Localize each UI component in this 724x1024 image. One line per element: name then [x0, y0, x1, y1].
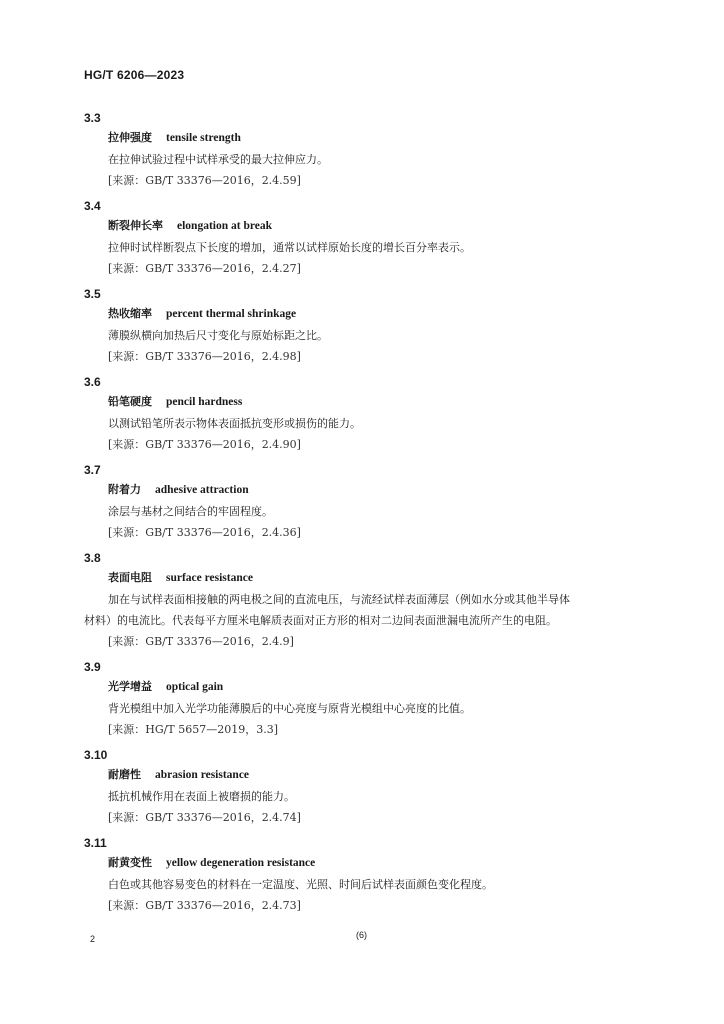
term-title-en: elongation at break	[177, 220, 272, 232]
term-title-en: percent thermal shrinkage	[166, 308, 297, 320]
term-definition: 抵抗机械作用在表面上被磨损的能力。	[108, 790, 295, 803]
term-title-cn: 拉伸强度	[108, 131, 152, 144]
term-definition: 薄膜纵横向加热后尺寸变化与原始标距之比。	[108, 329, 328, 342]
term-entry	[84, 659, 664, 740]
term-source: [来源：GB/T 33376—2016，2.4.59]	[108, 174, 301, 187]
terms-list	[84, 110, 664, 923]
term-title-cn: 热收缩率	[108, 307, 152, 320]
term-number: 3.7	[84, 463, 101, 477]
term-entry	[84, 835, 664, 916]
term-definition: 在拉伸试验过程中试样承受的最大拉伸应力。	[108, 153, 328, 166]
term-title-cn: 耐黄变性	[108, 856, 152, 869]
term-number: 3.6	[84, 375, 101, 389]
page-number: 2	[90, 934, 96, 944]
term-source: [来源：HG/T 5657—2019，3.3]	[108, 723, 278, 736]
term-definition: 加在与试样表面相接触的两电极之间的直流电压，与流经试样表面薄层（例如水分或其他半导体	[108, 593, 570, 606]
term-definition: 拉伸时试样断裂点下长度的增加，通常以试样原始长度的增长百分率表示。	[108, 241, 471, 254]
term-number: 3.11	[84, 836, 107, 850]
term-number: 3.10	[84, 748, 108, 762]
term-title-cn: 铅笔硬度	[108, 395, 152, 408]
term-definition: 以测试铅笔所表示物体表面抵抗变形或损伤的能力。	[108, 417, 361, 430]
term-title-cn: 断裂伸长率	[108, 219, 163, 232]
term-definition-continued: 材料）的电流比。代表每平方厘米电解质表面对正方形的相对二边间表面泄漏电流所产生的电阻。	[84, 614, 557, 627]
term-source: [来源：GB/T 33376—2016，2.4.74]	[108, 811, 301, 824]
term-title-en: adhesive attraction	[155, 484, 249, 496]
term-title-en: yellow degeneration resistance	[166, 857, 316, 869]
term-entry	[84, 286, 664, 367]
term-entry	[84, 747, 664, 828]
term-source: [来源：GB/T 33376—2016，2.4.36]	[108, 526, 301, 539]
term-title	[84, 303, 664, 325]
term-number: 3.8	[84, 551, 101, 565]
term-title	[84, 764, 664, 786]
term-definition: 白色或其他容易变色的材料在一定温度、光照、时间后试样表面颜色变化程度。	[108, 878, 493, 891]
term-entry	[84, 374, 664, 455]
term-source: [来源：GB/T 33376—2016，2.4.73]	[108, 899, 301, 912]
term-source: [来源：GB/T 33376—2016，2.4.98]	[108, 350, 301, 363]
term-definition: 背光模组中加入光学功能薄膜后的中心亮度与原背光模组中心亮度的比值。	[108, 702, 471, 715]
term-title-cn: 耐磨性	[108, 768, 141, 781]
term-title	[84, 127, 664, 149]
term-title	[84, 391, 664, 413]
term-source: [来源：GB/T 33376—2016，2.4.27]	[108, 262, 301, 275]
term-title-cn: 附着力	[108, 483, 141, 496]
term-title	[84, 567, 664, 589]
standard-code: HG/T 6206—2023	[84, 68, 185, 82]
term-title-en: pencil hardness	[166, 396, 243, 408]
term-title	[84, 852, 664, 874]
term-entry	[84, 462, 664, 543]
term-entry	[84, 550, 664, 652]
term-entry	[84, 198, 664, 279]
term-number: 3.3	[84, 111, 101, 125]
term-entry	[84, 110, 664, 191]
term-title-en: abrasion resistance	[155, 769, 250, 781]
term-title-cn: 表面电阻	[108, 571, 152, 584]
term-title	[84, 479, 664, 501]
term-title	[84, 676, 664, 698]
term-title-en: surface resistance	[166, 572, 253, 584]
term-source: [来源：GB/T 33376—2016，2.4.9]	[108, 635, 294, 648]
term-title-en: optical gain	[166, 681, 224, 693]
term-title	[84, 215, 664, 237]
term-definition: 涂层与基材之间结合的牢固程度。	[108, 505, 273, 518]
term-source: [来源：GB/T 33376—2016，2.4.90]	[108, 438, 301, 451]
term-title-cn: 光学增益	[108, 680, 152, 693]
page-center-mark: (6)	[356, 930, 367, 940]
term-title-en: tensile strength	[166, 132, 241, 144]
term-number: 3.5	[84, 287, 101, 301]
term-number: 3.9	[84, 660, 101, 674]
term-number: 3.4	[84, 199, 101, 213]
